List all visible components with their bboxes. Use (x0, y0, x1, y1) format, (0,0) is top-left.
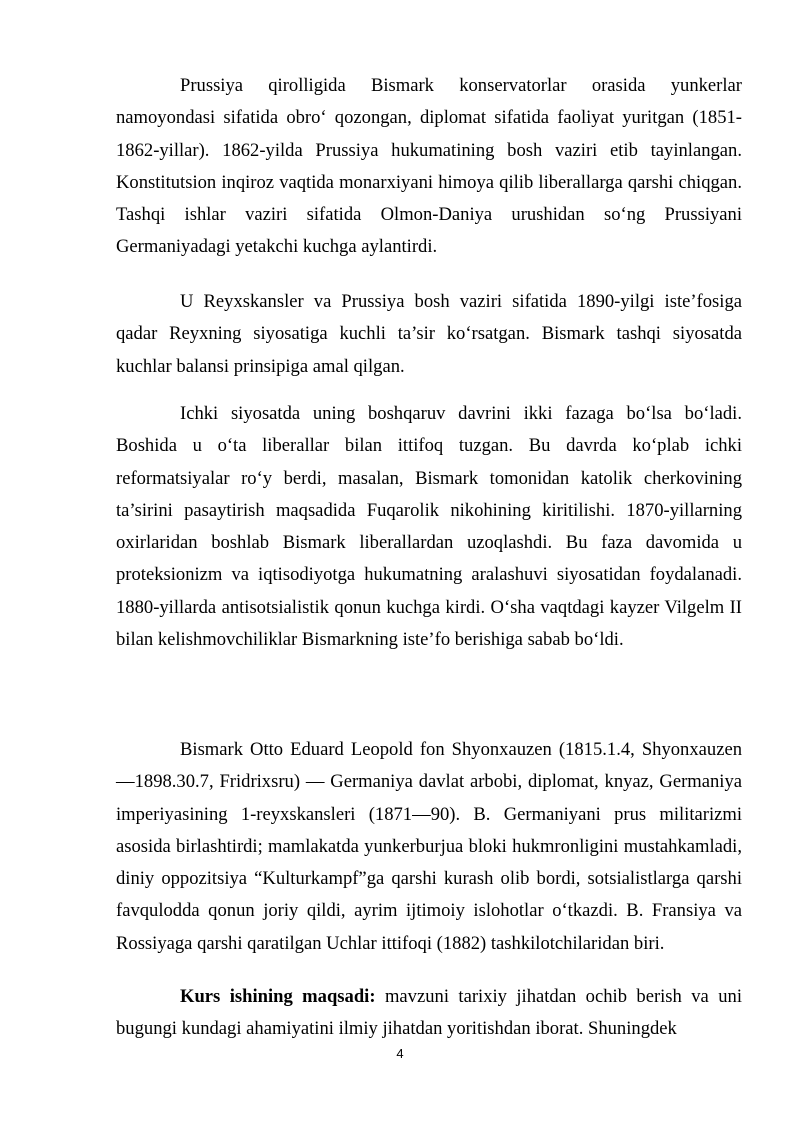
paragraph-bismark-prussia-career: Prussiya qirolligida Bismark konservatorlar orasida yunkerlar namoyondasi sifatida obro‘ qozongan, diplomat sifatida faoliyat yuritgan (1851-1862-yillar). 1862-yilda Prussiya hukumatining bosh vaziri etib tayinlangan. Konstitutsion inqiroz vaqtida monarxiyani himoya qilib liberallarga qarshi chiqgan. Tashqi ishlar vaziri sifatida Olmon-Daniya urushidan so‘ng Prussiyani Germaniyadagi yetakchi kuchga aylantirdi. (116, 75, 742, 258)
paragraph-course-goal (116, 981, 742, 1046)
paragraph-biography: Bismark Otto Eduard Leopold fon Shyonxauzen (1815.1.4, Shyonxauzen —1898.30.7, Fridrixsru) — Germaniya davlat arbobi, diplomat, knyaz, Germaniya imperiyasining 1-reyxskansleri (1871—90). B. Germaniyani prus militarizmi asosida birlashtirdi; mamlakatda yunkerburjua bloki hukmronligini mustahkamladi, diniy oppozitsiya “Kulturkampf”ga qarshi kurash olib bordi, sotsialistlarga qarshi favqulodda qonun joriy qildi, ayrim ijtimoiy islohotlar o‘tkazdi. B. Fransiya va Rossiyaga qarshi qaratilgan Uchlar ittifoqi (1882) tashkilotchilaridan biri. (116, 739, 742, 954)
paragraph-reichskanzler: U Reyxskansler va Prussiya bosh vaziri sifatida 1890-yilgi iste’fosiga qadar Reyxning siyosatiga kuchli ta’sir ko‘rsatgan. Bismark tashqi siyosatda kuchlar balansi prinsipiga amal qilgan. (116, 291, 742, 377)
paragraph-domestic-policy: Ichki siyosatda uning boshqaruv davrini ikki fazaga bo‘lsa bo‘ladi. Boshida u o‘ta liberallar bilan ittifoq tuzgan. Bu davrda ko‘plab ichki reformatsiyalar ro‘y berdi, masalan, Bismark tomonidan katolik cherkovining ta’sirini pasaytirish maqsadida Fuqarolik nikohining kiritilishi. 1870-yillarning oxirlaridan boshlab Bismark liberallardan uzoqlashdi. Bu faza davomida u proteksionizm va iqtisodiyotga hukumatning aralashuvi siyosatidan foydalanadi. 1880-yillarda antisotsialistik qonun kuchga kirdi. O‘sha vaqtdagi kayzer Vilgelm II bilan kelishmovchiliklar Bismarkning iste’fo berishiga sabab bo‘ldi. (116, 403, 742, 651)
course-goal-text: mavzuni tarixiy jihatdan ochib berish va uni bugungi kundagi ahamiyatini ilmiy jihatdan yoritishdan iborat. Shuningdek (116, 986, 742, 1040)
page-number: 4 (396, 1046, 404, 1061)
course-goal-heading: Kurs ishining maqsadi: (180, 986, 376, 1007)
